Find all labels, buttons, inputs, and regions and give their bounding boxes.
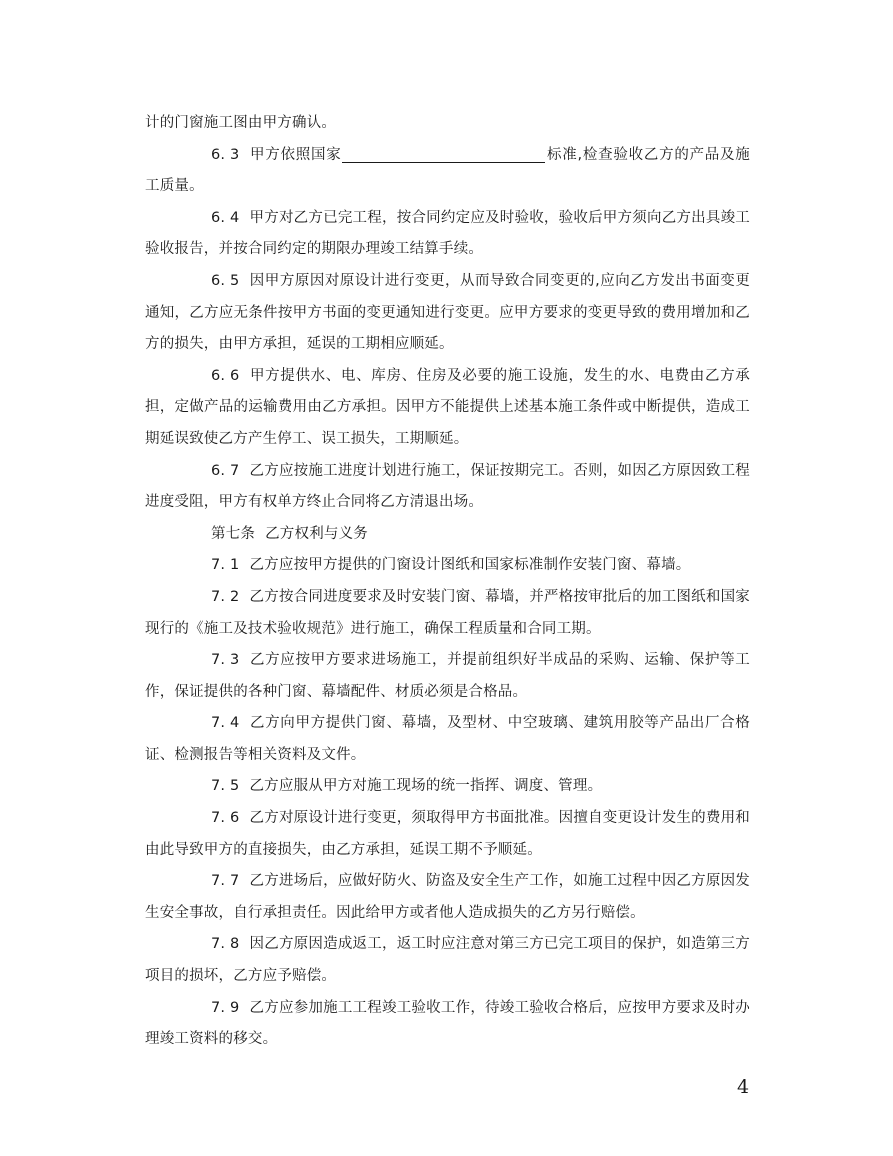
clause-text: 甲方提供水、电、库房、住房及必要的施工设施，发生的水、电费由乙方承担，定做产品的运输费用由乙方承担。因甲方不能提供上述基本施工条件或中断提供，造成工期延误致使乙方产生停工、误工损失，工期顺延。 (145, 367, 750, 447)
clause-6-6 (145, 361, 750, 456)
clause-text: 乙方应服从甲方对施工现场的统一指挥、调度、管理。 (249, 778, 603, 795)
clause-number: 7. 3 (211, 652, 240, 669)
clause-7-4 (145, 708, 750, 771)
clause-7-8 (145, 929, 750, 992)
clause-text: 乙方进场后，应做好防火、防盗及安全生产工作，如施工过程中因乙方原因发生安全事故，自行承担责任。因此给甲方或者他人造成损失的乙方另行赔偿。 (145, 873, 750, 921)
clause-number: 6. 4 (211, 209, 240, 226)
clause-number: 7. 7 (211, 873, 240, 890)
paragraph-text: 计的门窗施工图由甲方确认。 (145, 115, 337, 131)
clause-text-after-blank: 标准,检查验收乙方的产品及施工质量。 (145, 146, 750, 195)
clause-7-2 (145, 582, 750, 645)
fill-in-blank (342, 144, 545, 163)
clause-number: 7. 5 (211, 778, 240, 795)
clause-number: 7. 2 (211, 588, 240, 605)
clause-text: 甲方对乙方已完工程，按合同约定应及时验收，验收后甲方须向乙方出具竣工验收报告，并按合同约定的期限办理竣工结算手续。 (145, 209, 750, 258)
clause-text: 乙方按合同进度要求及时安装门窗、幕墙，并严格按审批后的加工图纸和国家现行的《施工及技术验收规范》进行施工，确保工程质量和合同工期。 (145, 588, 750, 637)
clause-6-4 (145, 203, 750, 266)
clause-text: 因乙方原因造成返工，返工时应注意对第三方已完工项目的保护，如造第三方项目的损坏，乙方应予赔偿。 (145, 936, 750, 985)
clause-number: 7. 9 (211, 999, 240, 1016)
clause-number: 7. 1 (211, 557, 240, 574)
clause-text: 乙方应参加施工工程竣工验收工作，待竣工验收合格后，应按甲方要求及时办理竣工资料的移交。 (145, 999, 750, 1048)
clause-text: 乙方向甲方提供门窗、幕墙，及型材、中空玻璃、建筑用胶等产品出厂合格证、检测报告等相关资料及文件。 (145, 715, 750, 763)
clause-text: 乙方应按甲方要求进场施工，并提前组织好半成品的采购、运输、保护等工作，保证提供的各种门窗、幕墙配件、材质必须是合格品。 (145, 652, 750, 700)
clause-number: 6. 5 (211, 272, 240, 289)
article-7-heading (145, 519, 750, 551)
clause-7-5 (145, 771, 750, 803)
clause-text: 乙方应按施工进度计划进行施工，保证按期完工。否则，如因乙方原因致工程进度受阻，甲方有权单方终止合同将乙方清退出场。 (145, 462, 750, 511)
clause-number: 7. 6 (211, 810, 240, 827)
clause-number: 6. 7 (211, 462, 240, 479)
article-title: 乙方权利与义务 (265, 525, 369, 542)
clause-7-6 (145, 803, 750, 866)
clause-6-7 (145, 456, 750, 519)
page-number: 4 (737, 1076, 750, 1098)
clause-text-before-blank: 甲方依照国家 (249, 146, 342, 163)
article-number: 第七条 (211, 525, 256, 542)
clause-number: 7. 4 (211, 715, 240, 732)
paragraph-continuation (145, 108, 750, 140)
clause-text: 乙方对原设计进行变更，须取得甲方书面批准。因擅自变更设计发生的费用和由此导致甲方的直接损失，由乙方承担，延误工期不予顺延。 (145, 810, 750, 858)
clause-number: 7. 8 (211, 936, 240, 953)
clause-text: 乙方应按甲方提供的门窗设计图纸和国家标准制作安装门窗、幕墙。 (249, 557, 691, 574)
clause-text: 因甲方原因对原设计进行变更，从而导致合同变更的,应向乙方发出书面变更通知，乙方应无条件按甲方书面的变更通知进行变更。应甲方要求的变更导致的费用增加和乙方的损失，由甲方承担，延误的工期相应顺延。 (145, 272, 750, 353)
contract-body (145, 108, 750, 1056)
clause-7-7 (145, 866, 750, 929)
clause-number: 6. 3 (211, 146, 240, 163)
clause-6-3 (145, 140, 750, 203)
clause-7-9 (145, 993, 750, 1056)
clause-7-3 (145, 645, 750, 708)
clause-6-5 (145, 266, 750, 361)
clause-number: 6. 6 (211, 367, 240, 384)
clause-7-1 (145, 550, 750, 582)
